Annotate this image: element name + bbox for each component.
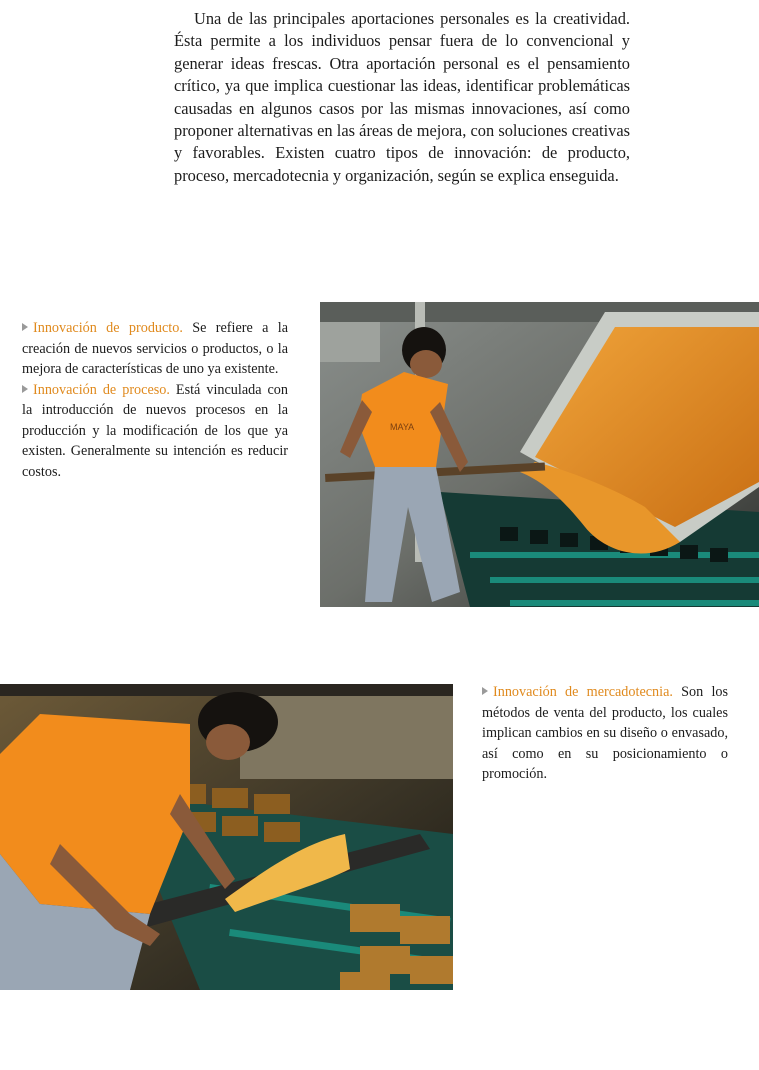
photo-worker-molding-panela — [0, 684, 453, 990]
item-process-text: Está vinculada con la introducción de nuevos procesos en la producción y la modificación de los que ya existen. Generalmente su intención es reducir costos. — [22, 381, 288, 480]
intro-text-block — [174, 8, 630, 187]
innovation-list-right — [482, 682, 728, 785]
item-product-term: Innovación de producto. — [33, 320, 183, 336]
bullet-triangle-icon — [22, 323, 28, 331]
bullet-triangle-icon — [482, 687, 488, 695]
item-marketing-text: Son los métodos de venta del producto, los cuales implican cambios en su diseño o envasado, así como en su posicionamiento o promoción. — [482, 684, 729, 782]
item-marketing-innovation — [482, 682, 728, 785]
item-marketing-term: Innovación de mercadotecnia. — [493, 684, 673, 700]
bullet-triangle-icon — [22, 385, 28, 393]
photo-worker-pouring-panela — [320, 302, 759, 607]
innovation-list-left — [22, 318, 288, 482]
item-process-term: Innovación de proceso. — [33, 381, 170, 398]
intro-paragraph: Una de las principales aportaciones personales es la creatividad. Ésta permite a los individuos pensar fuera de lo convencional y generar ideas frescas. Otra aportación personal es el pensamiento crítico, ya que implica cuestionar las ideas, identificar problemáticas causadas en algunos casos por las mismas innovaciones, así como proponer alternativas en las áreas de mejora, con soluciones creativas y favorables. Existen cuatro tipos de innovación: de producto, proceso, mercadotecnia y organización, según se explica enseguida. — [174, 9, 630, 185]
item-process-innovation — [22, 380, 288, 483]
shirt-print-text: MAYA — [390, 422, 415, 432]
item-product-text: Se refiere a la creación de nuevos servicios o productos, o la mejora de características de uno ya existente. — [22, 320, 288, 377]
item-product-innovation — [22, 318, 288, 380]
